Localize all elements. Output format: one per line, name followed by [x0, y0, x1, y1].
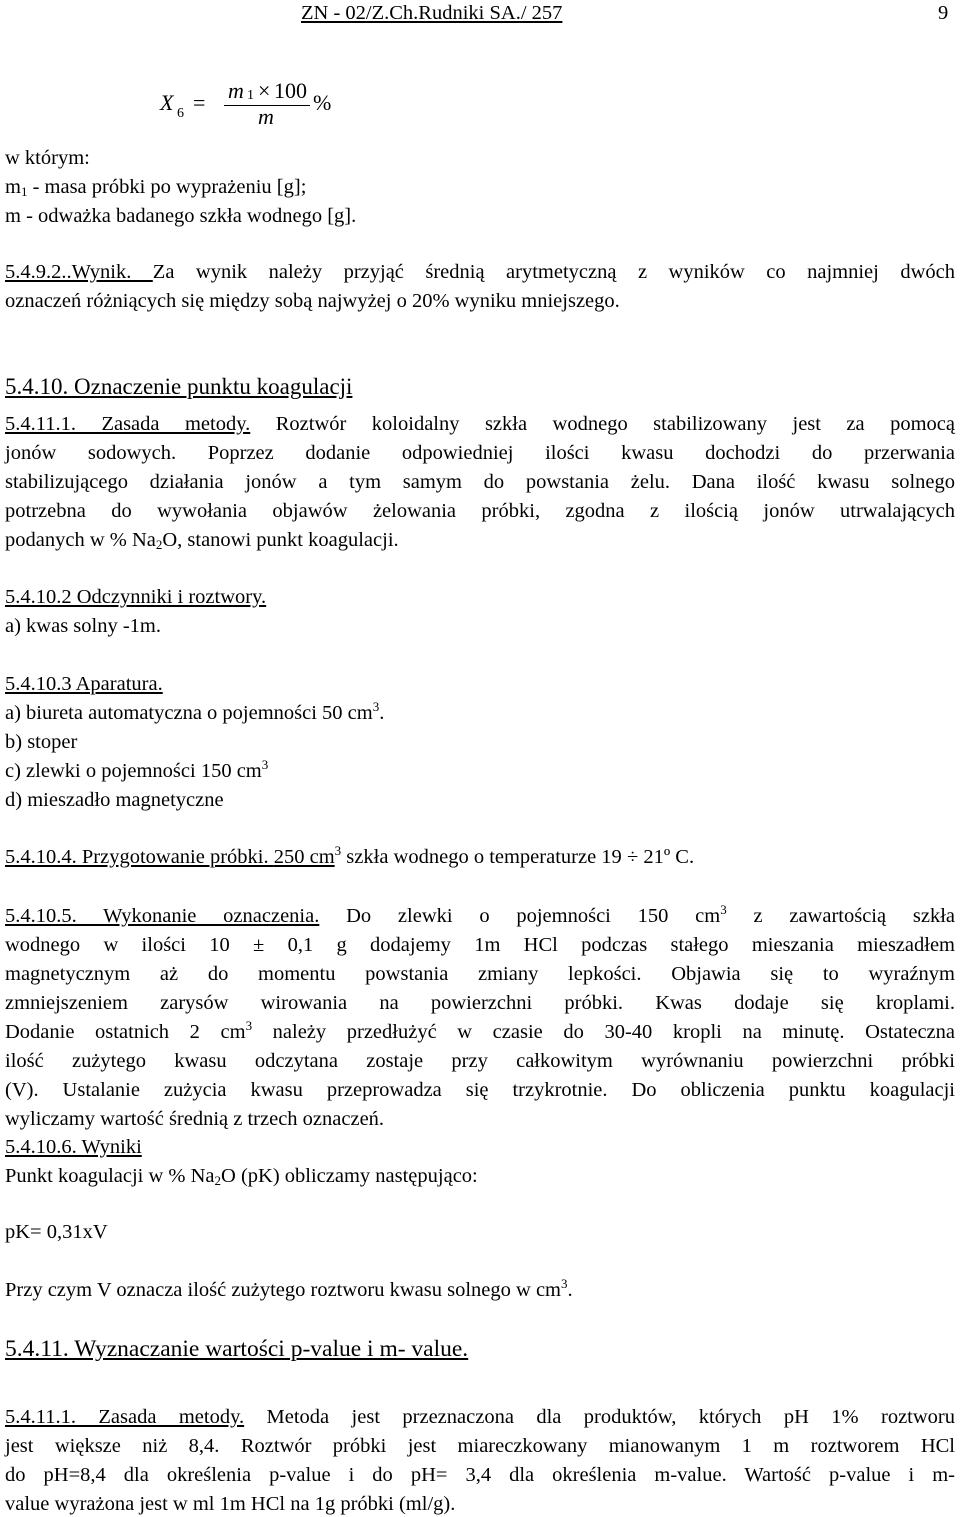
para2-line6: ilość zużytego kwasu odczytana zostaje przy całkowitym wyrównaniu powierzchni próbki: [5, 1050, 955, 1072]
section-54104-sup: 3: [334, 843, 342, 858]
section-54104-temp: 21º C.: [638, 846, 695, 868]
section-54106: 5.4.10.6. Wyniki: [5, 1136, 142, 1158]
para1-line4: potrzebna do wywołania objawów żelowania próbki, zgodna z ilością jonów utrwalających: [5, 500, 955, 522]
para2-line3: magnetycznym aż do momentu powstania zmiany lepkości. Objawia się to wyraźnym: [5, 963, 955, 985]
section-5492-line2: oznaczeń różniących się między sobą najwyżej o 20% wyniku mniejszego.: [5, 290, 620, 312]
m1-symbol: m: [5, 176, 21, 198]
section-54105-label: 5.4.10.5. Wykonanie oznaczenia.: [5, 905, 320, 927]
para1-line5: [5, 527, 399, 553]
section-54104-label: 5.4.10.4. Przygotowanie próbki.: [5, 846, 274, 868]
page-number: 9: [938, 2, 949, 24]
para3-line2: jest większe niż 8,4. Roztwór próbki jest miareczkowany mianowanym 1 m roztworem HCl: [5, 1435, 955, 1457]
pk-line-a: Punkt koagulacji w % Na: [5, 1165, 215, 1187]
formula-num-sub: 1: [247, 88, 254, 103]
apparatus-c: [5, 758, 268, 784]
apparatus-a: [5, 700, 384, 726]
heading-5410: 5.4.10. Oznaczenie punktu koagulacji: [5, 374, 353, 399]
section-54103: 5.4.10.3 Aparatura.: [5, 673, 163, 695]
section-54111-text: Roztwór koloidalny szkła wodnego stabilizowany jest za pomocą: [250, 413, 955, 435]
apparatus-a-sup: 3: [372, 699, 380, 714]
section-54104-amount: 250 cm: [273, 846, 335, 868]
para2-line5-sup: 3: [245, 1018, 253, 1033]
apparatus-a-text: a) biureta automatyczna o pojemności 50 cm: [5, 702, 373, 724]
formula-times: ×: [258, 78, 271, 103]
pk-line: [5, 1163, 478, 1189]
section-54111-line1: [5, 411, 955, 437]
formula-lhs: X: [160, 90, 174, 115]
para1-line2: jonów sodowych. Poprzez dodanie odpowiedniej ilości kwasu dochodzi do przerwania: [5, 442, 955, 464]
formula-percent: %: [313, 90, 332, 115]
section-5492-text: Za wynik należy przyjąć średnią arytmetyczną z wyników co najmniej dwóch: [152, 261, 955, 283]
formula-equals: =: [193, 90, 206, 115]
text-w-ktorym: w którym:: [5, 147, 90, 169]
section-54105-sup: 3: [720, 902, 727, 917]
apparatus-a-end: .: [379, 702, 385, 724]
section-54102: 5.4.10.2 Odczynniki i roztwory.: [5, 586, 267, 608]
para2-line5: [5, 1019, 955, 1045]
v-definition-b: .: [567, 1279, 573, 1301]
def-m1: [5, 174, 306, 200]
header-doc-ref: ZN - 02/Z.Ch.Rudniki SA./ 257: [301, 2, 563, 24]
apparatus-c-text: c) zlewki o pojemności 150 cm: [5, 760, 262, 782]
section-54104-text: szkła wodnego o temperaturze 19: [341, 846, 627, 868]
def-m: m - odważka badanego szkła wodnego [g].: [5, 205, 357, 227]
formula-num-const: 100: [274, 78, 307, 103]
apparatus-d: d) mieszadło magnetyczne: [5, 789, 224, 811]
v-definition-sup: 3: [561, 1276, 568, 1291]
pk-line-sub: 2: [214, 1173, 222, 1188]
pk-line-b: O (pK) obliczamy następująco:: [221, 1165, 478, 1187]
apparatus-c-sup: 3: [261, 757, 269, 772]
section-54105-line1: [5, 903, 955, 929]
formula-den: m: [258, 104, 274, 129]
m1-desc: - masa próbki po wyprażeniu [g];: [27, 176, 307, 198]
section-54111b-text: Metoda jest przeznaczona dla produktów, których pH 1% roztworu: [244, 1406, 955, 1428]
section-54104: [5, 844, 694, 870]
formula-lhs-sub: 6: [177, 106, 184, 121]
section-54111-label: 5.4.11.1. Zasada metody.: [5, 413, 251, 435]
para3-line3: do pH=8,4 dla określenia p-value i do pH= 3,4 dla określenia m-value. Wartość p-value i m-: [5, 1464, 955, 1486]
section-54105-a: Do zlewki o pojemności 150 cm: [319, 905, 721, 927]
v-definition-a: Przy czym V oznacza ilość zużytego roztworu kwasu solnego w cm: [5, 1279, 561, 1301]
apparatus-b: b) stoper: [5, 731, 78, 753]
formula-x6: [160, 74, 340, 134]
para1-line3: stabilizującego działania jonów a tym samym do powstania żelu. Dana ilość kwasu solnego: [5, 471, 955, 493]
para1-line5-sub: 2: [155, 537, 163, 552]
para2-line2: wodnego w ilości 10 ± 0,1 g dodajemy 1m HCl podczas stałego mieszania mieszadłem: [5, 934, 955, 956]
para1-line5-a: podanych w % Na: [5, 529, 156, 551]
pk-formula: pK= 0,31xV: [5, 1221, 108, 1243]
section-5492-line1: [5, 259, 955, 285]
m1-sub: 1: [20, 184, 28, 199]
para2-line4: zmniejszeniem zarysów wirowania na powierzchni próbki. Kwas dodaje się kroplami.: [5, 992, 955, 1014]
para2-line8: wyliczamy wartość średnią z trzech oznaczeń.: [5, 1108, 385, 1130]
para2-line5-a: Dodanie ostatnich 2 cm: [5, 1021, 246, 1043]
para1-line5-b: O, stanowi punkt koagulacji.: [162, 529, 399, 551]
para3-line4: value wyrażona jest w ml 1m HCl na 1g próbki (ml/g).: [5, 1493, 456, 1515]
divide-sign: ÷: [626, 846, 639, 868]
section-54111b-label: 5.4.11.1. Zasada metody.: [5, 1406, 245, 1428]
heading-5411: 5.4.11. Wyznaczanie wartości p-value i m- value.: [5, 1336, 469, 1362]
reagent-a: a) kwas solny -1m.: [5, 615, 162, 637]
section-54111b-line1: [5, 1404, 955, 1430]
section-54105-b: z zawartością szkła: [726, 905, 955, 927]
formula-num-var: m: [228, 78, 244, 103]
para2-line5-b: należy przedłużyć w czasie do 30-40 kropli na minutę. Ostateczna: [252, 1021, 955, 1043]
section-5492-label: 5.4.9.2..Wynik.: [5, 261, 153, 283]
v-definition: [5, 1277, 573, 1303]
para2-line7: (V). Ustalanie zużycia kwasu przeprowadza się trzykrotnie. Do obliczenia punktu koagulacji: [5, 1079, 955, 1101]
